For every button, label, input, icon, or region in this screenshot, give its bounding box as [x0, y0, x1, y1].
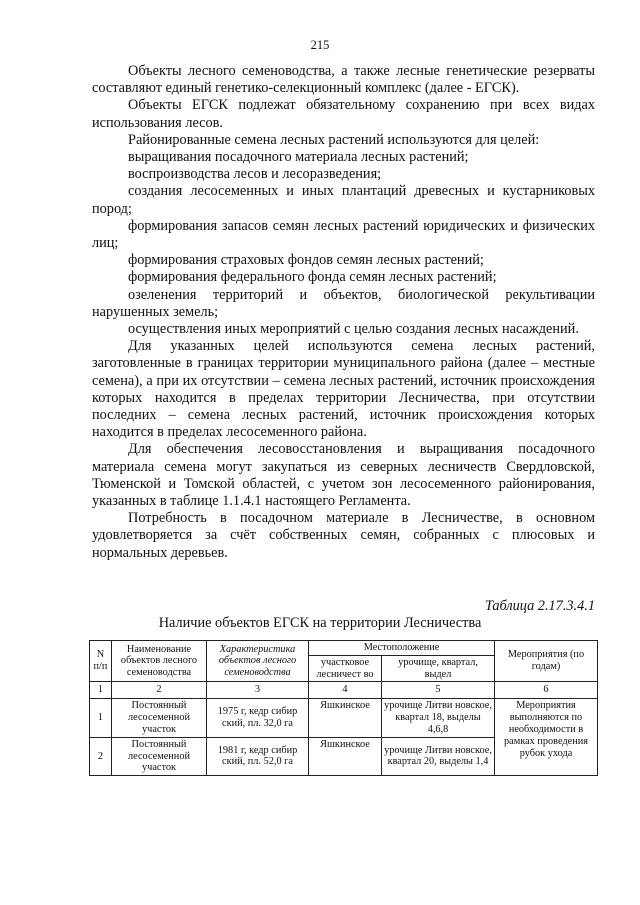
cell-num: 2 — [90, 737, 112, 775]
document-body — [92, 63, 595, 562]
list-item: озеленения территорий и объектов, биологической рекультивации нарушенных земель; — [92, 286, 595, 320]
paragraph: Потребность в посадочном материале в Лесничестве, в основном удовлетворяется за счёт собственных семян, собранных с плюсовых и нормальных деревьев. — [92, 510, 595, 561]
column-number: 3 — [207, 682, 309, 699]
column-number: 6 — [495, 682, 598, 699]
header-district: участковое лесничест во — [309, 655, 382, 682]
header-characteristic: Характеристика объектов лесного семеноводства — [207, 641, 309, 682]
cell-num: 1 — [90, 699, 112, 737]
cell-name: Постоянный лесосеменной участок — [112, 699, 207, 737]
cell-name: Постоянный лесосеменной участок — [112, 737, 207, 775]
list-item: формирования федерального фонда семян лесных растений; — [128, 269, 497, 286]
list-item: создания лесосеменных и иных плантаций древесных и кустарниковых пород; — [92, 183, 595, 217]
cell-district: Яшкинское — [309, 699, 382, 737]
header-tract: урочище, квартал, выдел — [382, 655, 495, 682]
paragraph: Для обеспечения лесовосстановления и выращивания посадочного материала семена могут закупаться из северных лесничеств Свердловской, Тюменской и Томской областей, с учетом зон лесосеменного районирования, указанных в таблице 1.1.4.1 настоящего Регламента. — [92, 441, 595, 510]
cell-measures: Мероприятия выполняются по необходимости в рамках проведения рубок ухода — [495, 699, 598, 776]
page-number: 215 — [310, 38, 330, 52]
list-item: осуществления иных мероприятий с целью создания лесных насаждений. — [128, 321, 579, 338]
paragraph: Объекты лесного семеноводства, а также лесные генетические резерваты составляют единый генетико-селекционный комплекс (далее - ЕГСК). — [92, 63, 595, 97]
header-measures: Мероприятия (по годам) — [495, 641, 598, 682]
header-location: Местоположение — [309, 641, 495, 656]
header-num: N п/п — [90, 641, 112, 682]
list-item: формирования запасов семян лесных растений юридических и физических лиц; — [92, 217, 595, 252]
paragraph: Районированные семена лесных растений используются для целей: — [128, 131, 540, 148]
cell-tract: урочище Литви новское, квартал 20, выделы 1,4 — [382, 737, 495, 775]
column-number: 4 — [309, 682, 382, 699]
cell-district: Яшкинское — [309, 737, 382, 775]
table-row — [90, 699, 598, 737]
table-title: Наличие объектов ЕГСК на территории Лесничества — [158, 615, 482, 631]
column-number: 1 — [90, 682, 112, 699]
column-number: 5 — [382, 682, 495, 699]
cell-tract: урочище Литви новское, квартал 18, выделы 4,6,8 — [382, 699, 495, 737]
paragraph: Объекты ЕГСК подлежат обязательному сохранению при всех видах использования лесов. — [92, 97, 595, 131]
table-caption: Таблица 2.17.3.4.1 — [484, 598, 595, 614]
list-item: формирования страховых фондов семян лесных растений; — [128, 252, 484, 269]
column-number: 2 — [112, 682, 207, 699]
paragraph: Для указанных целей используются семена лесных растений, заготовленные в границах территории муниципального района (далее – местные семена), а при их отсутствии – семена лесных растений, источник происхождения которых находится в пределах территории Лесничества, при отсутствии последних – семена лесных растений, источник происхождения которых находится в пределах лесосеменного района. — [92, 338, 595, 441]
list-item: выращивания посадочного материала лесных растений; — [128, 149, 469, 166]
cell-characteristic: 1975 г, кедр сибир ский, пл. 32,0 га — [207, 699, 309, 737]
header-name: Наименование объектов лесного семеноводства — [112, 641, 207, 682]
cell-characteristic: 1981 г, кедр сибир ский, пл. 52,0 га — [207, 737, 309, 775]
egsk-table — [89, 640, 598, 776]
list-item: воспроизводства лесов и лесоразведения; — [128, 166, 382, 183]
